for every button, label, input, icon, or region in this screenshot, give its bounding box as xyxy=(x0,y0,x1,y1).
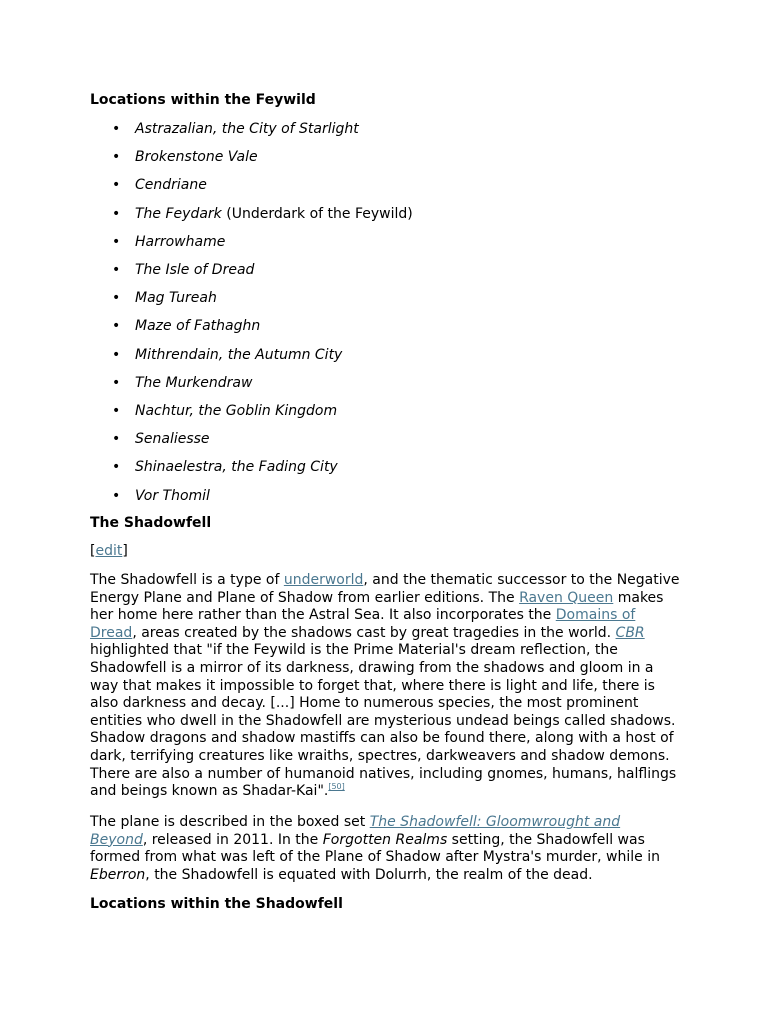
bullet-icon: • xyxy=(112,459,121,476)
bullet-icon: • xyxy=(112,487,121,504)
bullet-icon: • xyxy=(112,346,121,363)
list-item-text xyxy=(135,346,342,364)
para1-text-1: The Shadowfell is a type of xyxy=(90,572,284,588)
list-item-text xyxy=(135,233,225,251)
eberron-emphasis: Eberron xyxy=(90,866,146,883)
list-item-text xyxy=(135,176,207,194)
para2-text-1: The plane is described in the boxed set xyxy=(90,814,370,830)
bullet-icon: • xyxy=(112,318,121,335)
location-name: Cendriane xyxy=(135,177,207,194)
list-item-text xyxy=(135,205,413,223)
para1-text-2: , and the thematic successor to the Negative Energy Plane and Plane of Shadow from earlier editions. The xyxy=(90,572,680,606)
shadowfell-heading: The Shadowfell xyxy=(90,515,212,531)
para2-text-4: , the Shadowfell is equated with Dolurrh, the realm of the dead. xyxy=(145,866,593,883)
location-name: The Isle of Dread xyxy=(135,262,255,278)
bullet-icon: • xyxy=(112,403,121,419)
list-item-text xyxy=(135,402,337,420)
shadowfell-description-paragraph xyxy=(90,572,680,801)
para1-text-4: , areas created by the shadows cast by great tragedies in the world. xyxy=(132,624,616,641)
para2-text-3: setting, the Shadowfell was formed from what was left of the Plane of Shadow after Mystra's murder, while in xyxy=(90,831,660,866)
bullet-icon: • xyxy=(112,233,121,250)
cbr-link[interactable]: CBR xyxy=(615,624,645,641)
underworld-link[interactable]: underworld xyxy=(283,572,364,588)
para1-text-5: highlighted that "if the Feywild is the Prime Material's dream reflection, the Shadowfell is a mirror of its darkness, drawing from the shadows and gloom in a way that makes it impossible to forget that, where there is light and life, there is also darkness and decay. [...] Home to numerous species, the most prominent entities who dwell in the Shadowfell are mysterious undead beings called shadows. Shadow dragons and shadow mastiffs can also be found there, along with a host of dark, terrifying creatures like wraiths, spectres, darkweavers and shadow demons. There are also a number of humanoid natives, including gnomes, humans, halflings and beings known as Shadar-Kai". xyxy=(90,642,677,800)
feywild-locations-heading: Locations within the Feywild xyxy=(90,92,316,108)
location-name: The Murkendraw xyxy=(135,374,253,391)
bullet-icon: • xyxy=(112,121,121,137)
location-name: Brokenstone Vale xyxy=(135,149,258,166)
list-item-text xyxy=(135,487,210,505)
shadowfell-boxed-set-paragraph xyxy=(90,814,680,884)
bullet-icon: • xyxy=(112,262,121,278)
list-item-text xyxy=(135,261,254,279)
location-name: Vor Thomil xyxy=(135,487,210,504)
bullet-icon: • xyxy=(112,177,121,194)
domains-of-dread-link[interactable]: Domains of Dread xyxy=(90,607,636,641)
location-name: Nachtur, the Goblin Kingdom xyxy=(135,403,338,419)
list-item-text xyxy=(135,430,210,448)
bullet-icon: • xyxy=(112,290,121,307)
bullet-icon: • xyxy=(112,205,121,222)
edit-link[interactable]: edit xyxy=(95,543,123,559)
location-name: Mag Tureah xyxy=(135,290,217,307)
location-name: The Feydark xyxy=(135,205,222,222)
boxed-set-link[interactable]: The Shadowfell: Gloomwrought and Beyond xyxy=(90,814,621,848)
list-item-text xyxy=(135,317,260,335)
shadowfell-locations-heading: Locations within the Shadowfell xyxy=(90,896,343,912)
list-item-text xyxy=(135,374,252,392)
location-name: Mithrendain, the Autumn City xyxy=(135,346,343,363)
location-name: Harrowhame xyxy=(135,233,226,250)
list-item-text xyxy=(135,120,359,138)
para2-text-2: , released in 2011. In the xyxy=(142,831,323,848)
bullet-icon: • xyxy=(112,431,121,448)
location-name: Astrazalian, the City of Starlight xyxy=(135,121,359,137)
list-item-text xyxy=(135,289,217,307)
forgotten-realms-emphasis: Forgotten Realms xyxy=(322,831,448,848)
reference-50-link[interactable]: [50] xyxy=(328,782,345,792)
edit-bracket-close: ] xyxy=(122,543,128,559)
list-item-text xyxy=(135,148,258,166)
location-name: Senaliesse xyxy=(135,431,210,448)
para1-text-3: makes her home here rather than the Astral Sea. It also incorporates the xyxy=(90,589,664,624)
edit-bracket-open: [ xyxy=(90,543,96,559)
raven-queen-link[interactable]: Raven Queen xyxy=(519,589,614,606)
bullet-icon: • xyxy=(112,149,121,166)
location-name: Maze of Fathaghn xyxy=(135,318,261,335)
location-name: Shinaelestra, the Fading City xyxy=(135,459,338,476)
location-note: (Underdark of the Feywild) xyxy=(221,205,413,222)
list-item-text xyxy=(135,458,338,476)
edit-section xyxy=(90,542,128,560)
bullet-icon: • xyxy=(112,374,121,391)
